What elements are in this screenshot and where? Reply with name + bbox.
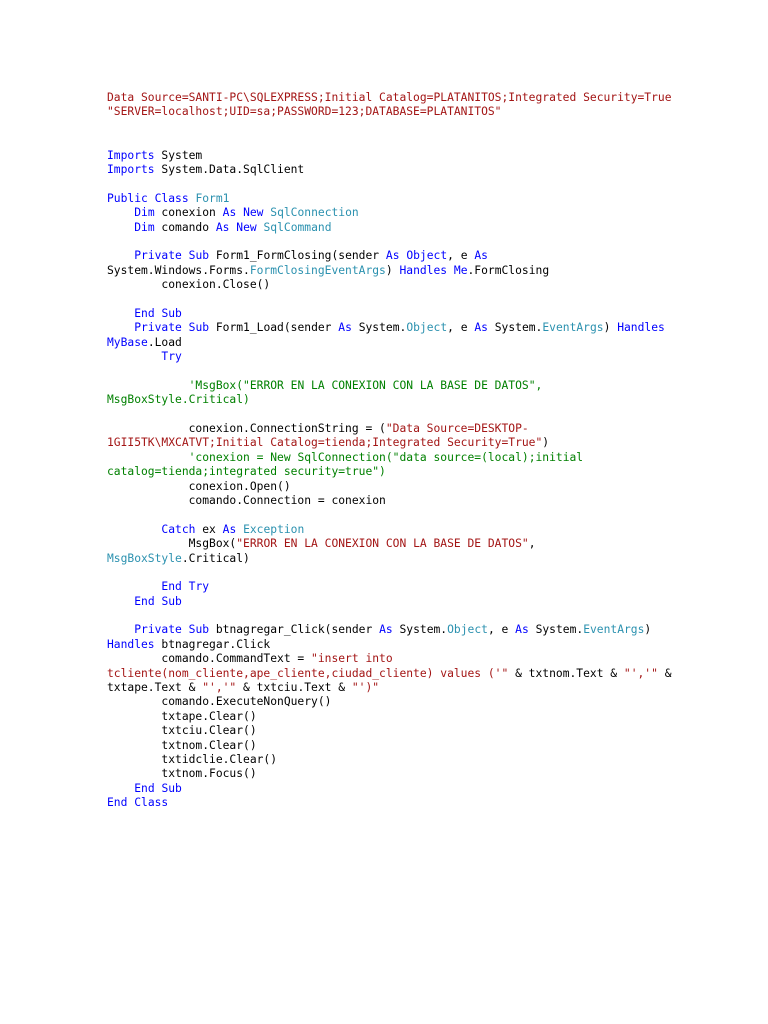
code-text [107,379,189,392]
code-keyword: As [474,321,488,335]
code-keyword: End [134,781,155,795]
code-line [107,105,672,119]
code-line [107,652,672,666]
code-line [107,221,672,235]
code-keyword: As [474,249,488,263]
code-text: System [154,148,203,162]
code-type-name: EventArgs [583,623,645,637]
code-comment: catalog=tienda;integrated security=true") [107,465,386,479]
code-line [107,537,672,551]
code-string: "insert into [311,652,393,666]
code-keyword: As [338,321,352,335]
code-line [107,796,672,810]
code-text [447,264,454,277]
code-type-name: Object [406,321,448,335]
code-string: "Data Source=DESKTOP- [385,421,529,435]
code-text [182,580,189,593]
code-text: .Critical) [181,551,250,565]
code-text: txtape.Clear() [107,709,257,723]
code-keyword: Me [453,263,468,277]
code-text: & txtciu.Text & [236,681,352,695]
code-text: System. [487,321,543,335]
code-line [107,206,672,220]
code-keyword: Sub [188,623,210,637]
code-keyword: As [379,623,393,637]
code-text: System.Windows.Forms. [107,263,250,277]
code-line [107,134,672,148]
code-keyword: Sub [188,321,210,335]
code-type-name: Form1 [195,191,230,205]
code-keyword: Try [188,580,210,594]
code-line [107,508,672,522]
code-type-name: MsgBoxStyle [107,551,182,565]
code-line [107,710,672,724]
code-line [107,494,672,508]
code-text: MsgBox( [107,537,237,551]
code-text: ) [542,436,550,450]
code-keyword: Sub [161,594,182,608]
code-listing [107,91,672,811]
code-text: conexion.Close() [107,278,271,292]
code-line [107,609,672,623]
code-text [107,523,161,536]
code-string: "SERVER=localhost;UID=sa;PASSWORD=123;DATABASE=PLATANITOS" [107,105,502,119]
code-text: , e [487,623,516,637]
code-keyword: MyBase [107,335,148,349]
code-line [107,321,672,335]
code-keyword: As [215,220,230,234]
code-keyword: As [222,206,237,220]
code-text: ) [644,623,652,637]
code-keyword: Sub [188,249,210,263]
code-line [107,753,672,767]
code-line [107,264,672,278]
code-keyword: End [161,580,182,594]
code-string: "')" [351,681,380,695]
code-line [107,523,672,537]
code-line [107,149,672,163]
code-text [107,580,161,593]
code-text: ) [603,321,618,335]
code-line [107,192,672,206]
code-text [107,221,134,234]
code-text [107,782,134,795]
code-line [107,120,672,134]
code-text: , e [447,249,475,263]
code-text: txtidclie.Clear() [107,752,278,766]
code-line [107,681,672,695]
code-text: System. [351,321,407,335]
code-line [107,393,672,407]
code-keyword: As [385,249,400,263]
code-text [107,451,189,464]
code-keyword: New [243,206,264,220]
code-line [107,552,672,566]
code-line [107,336,672,350]
code-type-name: SqlCommand [263,220,332,234]
code-type-name: EventArgs [542,321,604,335]
code-text [107,321,134,334]
code-line [107,278,672,292]
code-text: txtnom.Clear() [107,738,257,752]
code-string: tcliente(nom_cliente,ape_cliente,ciudad_cliente) values ('" [107,666,509,680]
code-text [107,206,134,219]
code-line [107,379,672,393]
code-text: conexion.Open() [107,479,291,493]
code-text: ex [195,522,223,536]
code-line [107,451,672,465]
code-type-name: Exception [243,522,305,536]
code-line [107,350,672,364]
code-comment: MsgBoxStyle.Critical) [107,393,250,407]
code-text: ) [385,263,400,277]
code-keyword: As [222,522,237,536]
code-type-name: SqlConnection [270,206,359,220]
code-text [107,623,134,636]
code-line [107,235,672,249]
code-text: comando.ExecuteNonQuery() [107,695,332,709]
code-keyword: Private [134,321,182,335]
code-keyword: Imports [107,162,155,176]
code-text: comando [154,220,216,234]
code-line [107,782,672,796]
code-string: Data Source=SANTI-PC\SQLEXPRESS;Initial Catalog=PLATANITOS;Integrated Security=True [107,91,672,104]
code-keyword: End [134,306,155,320]
code-text: , e [447,321,475,335]
code-keyword: Dim [134,220,155,234]
code-keyword: Public [107,191,148,205]
code-line [107,739,672,753]
code-text: System.Data.SqlClient [154,162,305,176]
code-line [107,667,672,681]
code-line [107,422,672,436]
code-line [107,724,672,738]
code-keyword: Class [154,191,189,205]
code-type-name: Object [447,623,488,637]
code-text: & txtnom.Text & [508,666,624,680]
code-line [107,364,672,378]
code-keyword: End [134,594,155,608]
code-keyword: Try [161,350,182,364]
code-string: "','" [202,681,237,695]
code-keyword: Private [134,623,182,637]
code-line [107,408,672,422]
code-text: btnagregar.Click [154,637,271,651]
code-keyword: Private [134,249,182,263]
code-keyword: Sub [161,781,182,795]
code-comment: 'MsgBox("ERROR EN LA CONEXION CON LA BASE DE DATOS", [188,378,543,392]
code-text [107,350,161,363]
code-text [182,249,189,262]
code-line [107,566,672,580]
code-text: , [528,537,536,551]
code-line [107,480,672,494]
code-line [107,638,672,652]
code-keyword: Sub [161,306,182,320]
code-keyword: Object [406,249,448,263]
code-line [107,292,672,306]
code-text: .Load [147,335,182,349]
code-text: .FormClosing [467,263,550,277]
code-text [182,623,189,636]
code-line [107,163,672,177]
code-line [107,249,672,263]
code-keyword: Class [134,796,169,810]
code-text: & [657,666,672,680]
code-text: txtape.Text & [107,681,203,695]
code-line [107,177,672,191]
code-text [107,307,134,320]
code-text: txtciu.Clear() [107,724,257,738]
code-text: btnagregar_Click(sender [209,623,380,637]
code-text: conexion [154,206,223,220]
code-keyword: New [236,220,257,234]
code-text [148,192,155,205]
code-text: conexion.ConnectionString = ( [107,421,386,435]
code-line [107,465,672,479]
code-text: System. [392,623,448,637]
code-keyword: End [107,796,128,810]
code-line [107,436,672,450]
code-line [107,767,672,781]
code-text [107,249,134,262]
code-keyword: Dim [134,206,155,220]
code-comment: 'conexion = New SqlConnection("data source=(local);initial [188,450,584,464]
code-line [107,580,672,594]
code-text: comando.CommandText = [107,652,312,666]
code-keyword: Catch [161,522,196,536]
code-string: "ERROR EN LA CONEXION CON LA BASE DE DATOS" [236,537,529,551]
code-keyword: Imports [107,148,155,162]
code-type-name: FormClosingEventArgs [249,263,386,277]
code-keyword: Handles [399,263,448,277]
code-text: System. [528,623,584,637]
code-keyword: As [515,623,529,637]
code-line [107,595,672,609]
code-text [182,321,189,334]
code-line [107,623,672,637]
code-text [107,595,134,608]
code-text: Form1_FormClosing(sender [209,249,386,263]
code-string: 1GII5TK\MXCATVT;Initial Catalog=tienda;Integrated Security=True" [107,436,543,450]
code-line [107,695,672,709]
code-line [107,307,672,321]
code-keyword: Handles [107,637,155,651]
code-string: "','" [623,666,658,680]
code-line [107,91,672,105]
code-keyword: Handles [617,321,665,335]
code-text: txtnom.Focus() [107,767,257,781]
code-text: Form1_Load(sender [209,321,339,335]
code-text: comando.Connection = conexion [107,493,386,507]
